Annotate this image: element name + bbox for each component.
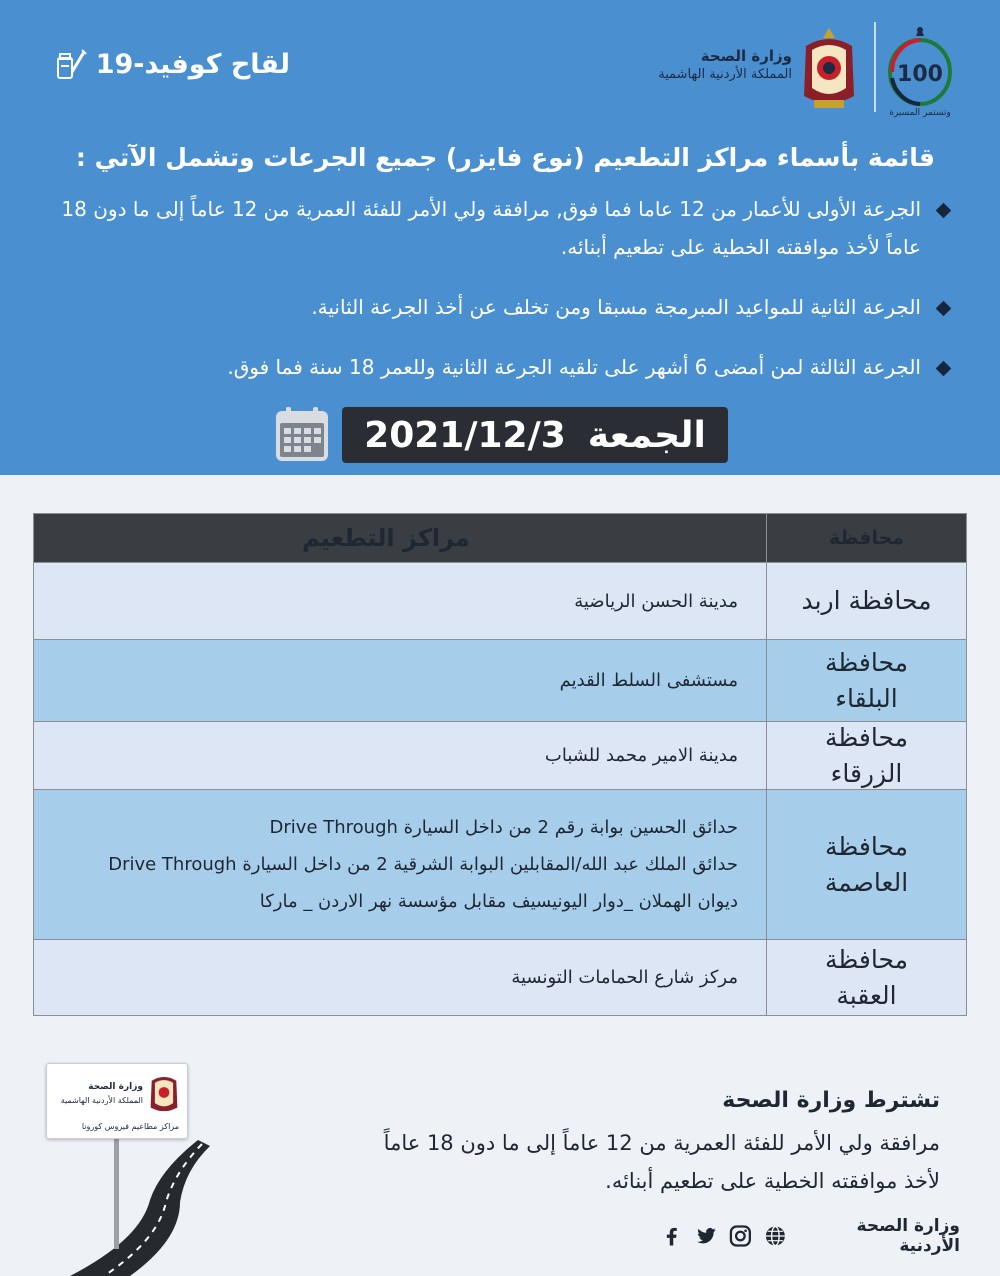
centers-cell bbox=[34, 722, 766, 789]
date-value: 2021/12/3 bbox=[364, 414, 566, 456]
date-row bbox=[272, 405, 732, 465]
date-day: الجمعة bbox=[587, 414, 706, 456]
signpost bbox=[30, 1055, 200, 1276]
globe-icon[interactable] bbox=[764, 1224, 787, 1248]
sign-ministry-sub: المملكة الأردنية الهاشمية bbox=[60, 1096, 143, 1105]
header-centers: مراكز التطعيم bbox=[302, 523, 470, 552]
dose-list bbox=[40, 190, 955, 408]
syringe-vial-icon bbox=[52, 46, 88, 82]
center-item: مدينة الامير محمد للشباب bbox=[544, 745, 738, 766]
logo-divider bbox=[874, 22, 876, 112]
footer bbox=[660, 1218, 960, 1254]
twitter-icon[interactable] bbox=[695, 1224, 718, 1248]
table-row bbox=[34, 721, 966, 789]
vaccination-centers-table bbox=[33, 513, 967, 1016]
centenary-logo bbox=[880, 18, 960, 118]
diamond-bullet-icon bbox=[936, 361, 952, 377]
footer-ministry-name: وزارة الصحة الأردنية bbox=[856, 1216, 960, 1256]
page-heading: قائمة بأسماء مراكز التطعيم (نوع فايزر) جميع الجرعات وتشمل الآتي : bbox=[75, 143, 935, 172]
center-item: ديوان الهملان _دوار اليونيسيف مقابل مؤسسة نهر الاردن _ ماركا bbox=[259, 891, 738, 912]
governorate-cell: محافظة الزرقاء bbox=[766, 722, 966, 789]
calendar-icon bbox=[272, 405, 332, 465]
center-item: مركز شارع الحمامات التونسية bbox=[511, 967, 738, 988]
table-row bbox=[34, 562, 966, 639]
sign-caption: مراكز مطاعيم فيروس كورونا bbox=[81, 1122, 179, 1131]
center-item: حدائق الحسين بوابة رقم 2 من داخل السيارة Drive Through bbox=[269, 817, 738, 838]
svg-text:وتستمر المسيرة: وتستمر المسيرة bbox=[889, 108, 951, 118]
table-row bbox=[34, 639, 966, 721]
instagram-icon[interactable] bbox=[729, 1224, 752, 1248]
header-governorate: محافظة bbox=[766, 514, 966, 562]
table-header bbox=[34, 514, 966, 562]
center-item: مستشفى السلط القديم bbox=[559, 670, 738, 691]
condition-text: مرافقة ولي الأمر للفئة العمرية من 12 عاماً إلى ما دون 18 عاماً لأخذ موافقته الخطية على تطعيم أبنائه. bbox=[383, 1131, 940, 1193]
covid-vaccine-title bbox=[40, 46, 290, 82]
ministry-name: وزارة الصحة bbox=[700, 47, 792, 65]
diamond-bullet-icon bbox=[936, 203, 952, 219]
table-row bbox=[34, 939, 966, 1015]
centers-cell bbox=[34, 563, 766, 639]
ministry-block bbox=[560, 46, 792, 84]
dose-item-second: الجرعة الثانية للمواعيد المبرمجة مسبقا ومن تخلف عن أخذ الجرعة الثانية. bbox=[40, 288, 955, 326]
governorate-cell: محافظة اربد bbox=[766, 563, 966, 639]
sign-pole bbox=[114, 1139, 119, 1249]
governorate-cell: محافظة البلقاء bbox=[766, 640, 966, 721]
sign-ministry-name: وزارة الصحة bbox=[88, 1082, 143, 1092]
condition-title: تشترط وزارة الصحة bbox=[722, 1088, 940, 1113]
centers-cell bbox=[34, 940, 766, 1015]
svg-text:100: 100 bbox=[897, 62, 943, 87]
governorate-cell: محافظة العقبة bbox=[766, 940, 966, 1015]
top-banner bbox=[0, 0, 1000, 475]
coat-of-arms-icon bbox=[147, 1070, 181, 1116]
center-item: مدينة الحسن الرياضية bbox=[574, 590, 738, 612]
dose-item-first: الجرعة الأولى للأعمار من 12 عاما فما فوق, مرافقة ولي الأمر للفئة العمرية من 12 عاماً إلى ما دون 18 عاماً لأخذ موافقته الخطية على تطعيم أبنائه. bbox=[40, 190, 955, 266]
centers-cell bbox=[34, 640, 766, 721]
covid-title-text: لقاح كوفيد-19 bbox=[95, 48, 290, 80]
table-row bbox=[34, 789, 966, 939]
center-item: حدائق الملك عبد الله/المقابلين البوابة الشرقية 2 من داخل السيارة Drive Through bbox=[108, 854, 738, 875]
facebook-icon[interactable] bbox=[660, 1224, 683, 1248]
diamond-bullet-icon bbox=[936, 301, 952, 317]
dose-item-third: الجرعة الثالثة لمن أمضى 6 أشهر على تلقيه الجرعة الثانية وللعمر 18 سنة فما فوق. bbox=[40, 348, 955, 386]
governorate-cell: محافظة العاصمة bbox=[766, 790, 966, 939]
ministry-subtitle: المملكة الأردنية الهاشمية bbox=[658, 67, 792, 82]
sign-board bbox=[46, 1063, 188, 1139]
date-box bbox=[342, 407, 728, 463]
coat-of-arms-icon bbox=[798, 26, 860, 112]
centers-cell bbox=[34, 790, 766, 939]
